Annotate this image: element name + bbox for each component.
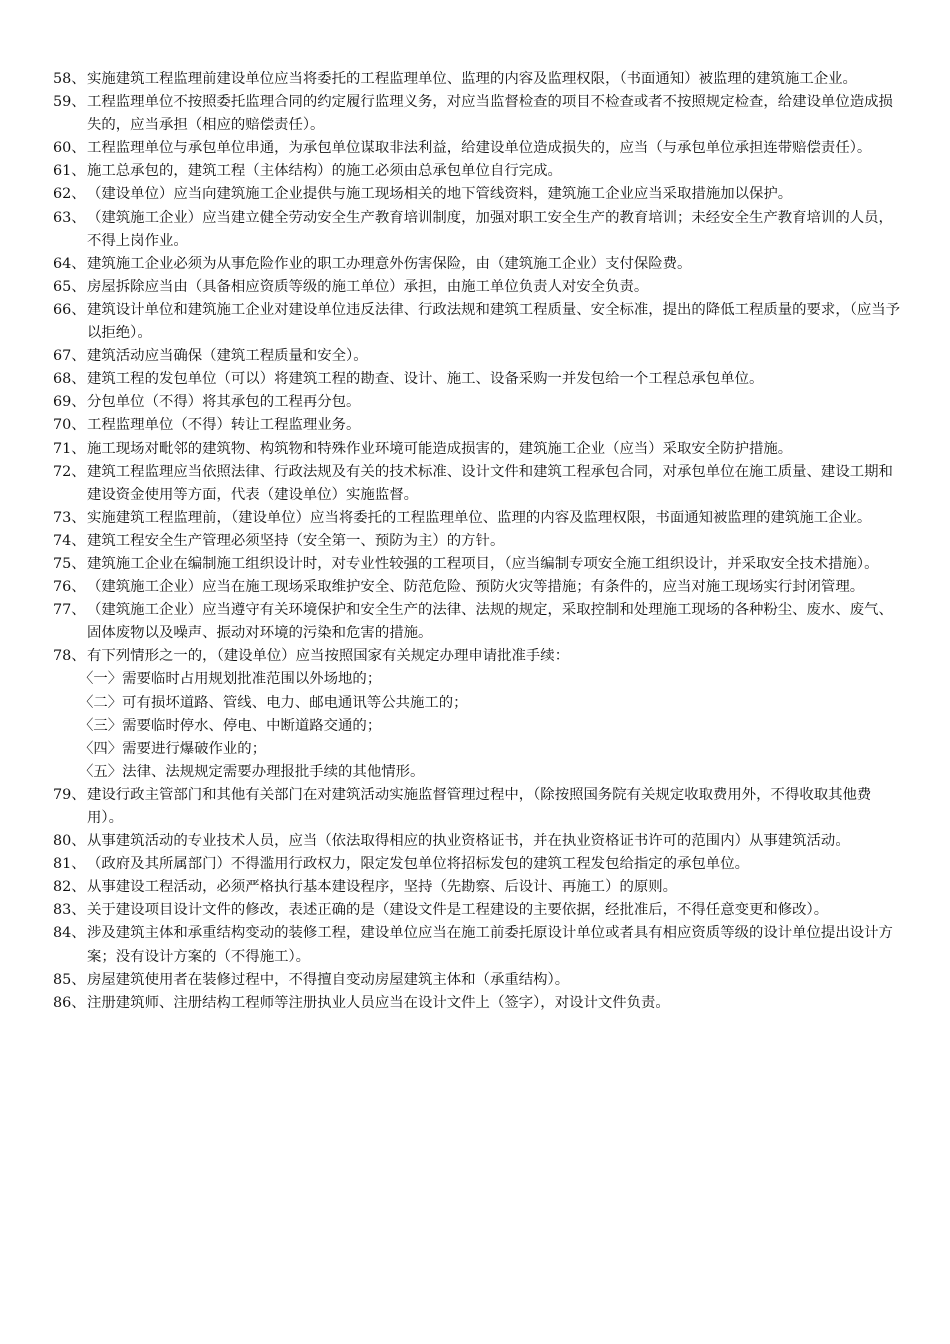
list-item [53,299,901,345]
item-text: 涉及建筑主体和承重结构变动的装修工程，建设单位应当在施工前委托原设计单位或者具有相应资质等级的设计单位提出设计方案；没有设计方案的（不得施工）。 [87,925,893,965]
item-number: 67、 [53,348,86,365]
item-text: （建筑施工企业）应当在施工现场采取维护安全、防范危险、预防火灾等措施；有条件的，应当对施工现场实行封闭管理。 [87,579,865,596]
item-text: 从事建筑活动的专业技术人员，应当（依法取得相应的执业资格证书，并在执业资格证书许可的范围内）从事建筑活动。 [87,833,850,850]
item-number: 80、 [53,833,86,850]
item-number: 78、 [53,648,86,665]
list-item [53,576,901,599]
list-item [53,414,901,437]
list-item [53,922,901,968]
list-item [53,207,901,253]
list-item [53,160,901,183]
list-item [53,599,901,645]
list-item [53,530,901,553]
item-text: 关于建设项目设计文件的修改，表述正确的是（建设文件是工程建设的主要依据，经批准后，不得任意变更和修改）。 [87,902,829,919]
list-item [53,899,901,922]
item-text: 建设行政主管部门和其他有关部门在对建筑活动实施监督管理过程中，（除按照国务院有关规定收取费用外，不得收取其他费用）。 [87,786,872,826]
list-item [53,391,901,414]
sub-item: 〈四〉需要进行爆破作业的； [79,740,267,757]
sub-item: 〈一〉需要临时占用规划批准范围以外场地的； [79,671,382,688]
item-number: 60、 [53,140,86,157]
document-body [53,68,901,1015]
item-number: 63、 [53,209,86,226]
item-text: 房屋拆除应当由（具备相应资质等级的施工单位）承担，由施工单位负责人对安全负责。 [87,278,649,295]
item-text: 建筑工程的发包单位（可以）将建筑工程的勘查、设计、施工、设备采购一并发包给一个工程总承包单位。 [87,371,764,388]
item-number: 61、 [53,163,86,180]
item-text: 从事建设工程活动，必须严格执行基本建设程序，坚持（先勘察、后设计、再施工）的原则。 [87,879,678,896]
list-item [53,853,901,876]
item-number: 83、 [53,902,86,919]
list-item [53,830,901,853]
sub-item: 〈三〉需要临时停水、停电、中断道路交通的； [79,717,382,734]
item-text: （建设单位）应当向建筑施工企业提供与施工现场相关的地下管线资料，建筑施工企业应当采取措施加以保护。 [87,186,793,203]
item-text: 分包单位（不得）将其承包的工程再分包。 [87,394,361,411]
item-number: 85、 [53,971,86,988]
item-text: 建筑施工企业必须为从事危险作业的职工办理意外伤害保险，由（建筑施工企业）支付保险费。 [87,255,692,272]
item-text: （建筑施工企业）应当遵守有关环境保护和安全生产的法律、法规的规定，采取控制和处理施工现场的各种粉尘、废水、废气、固体废物以及噪声、振动对环境的污染和危害的措施。 [87,602,893,642]
item-text: 工程监理单位与承包单位串通，为承包单位谋取非法利益，给建设单位造成损失的，应当（与承包单位承担连带赔偿责任）。 [87,140,872,157]
list-item [53,553,901,576]
item-number: 66、 [53,301,86,318]
item-text: 建筑活动应当确保（建筑工程质量和安全）。 [87,348,368,365]
item-text: 建筑施工企业在编制施工组织设计时，对专业性较强的工程项目，（应当编制专项安全施工组织设计，并采取安全技术措施）。 [87,555,879,572]
item-number: 64、 [53,255,86,272]
item-number: 75、 [53,555,86,572]
item-text: 建筑设计单位和建筑施工企业对建设单位违反法律、行政法规和建筑工程质量、安全标准，提出的降低工程质量的要求，（应当予以拒绝）。 [87,301,901,342]
list-item [53,784,901,830]
item-text: 实施建筑工程监理前，（建设单位）应当将委托的工程监理单位、监理的内容及监理权限，书面通知被监理的建筑施工企业。 [87,509,872,526]
item-number: 71、 [53,440,86,457]
item-number: 62、 [53,186,86,203]
item-text: 施工总承包的，建筑工程（主体结构）的施工必须由总承包单位自行完成。 [87,163,562,180]
item-number: 69、 [53,394,86,411]
item-text: 施工现场对毗邻的建筑物、构筑物和特殊作业环境可能造成损害的，建筑施工企业（应当）采取安全防护措施。 [87,440,793,457]
item-number: 72、 [53,463,86,480]
list-item [53,645,901,668]
item-number: 81、 [53,856,86,873]
item-text: 工程监理单位不按照委托监理合同的约定履行监理义务，对应当监督检查的项目不检查或者不按照规定检查，给建设单位造成损失的，应当承担（相应的赔偿责任）。 [87,94,893,134]
item-number: 86、 [53,994,86,1011]
item-text: （建筑施工企业）应当建立健全劳动安全生产教育培训制度，加强对职工安全生产的教育培训；未经安全生产教育培训的人员，不得上岗作业。 [87,209,893,249]
item-text: 有下列情形之一的，（建设单位）应当按照国家有关规定办理申请批准手续： [87,648,570,665]
list-item [53,91,901,137]
item-number: 65、 [53,278,86,295]
item-number: 82、 [53,879,86,896]
list-item [53,461,901,507]
item-number: 74、 [53,532,86,549]
list-item [53,368,901,391]
list-item [53,137,901,160]
item-text: 工程监理单位（不得）转让工程监理业务。 [87,417,361,434]
item-number: 73、 [53,509,86,526]
list-item [53,183,901,206]
item-text: （政府及其所属部门）不得滥用行政权力，限定发包单位将招标发包的建筑工程发包给指定的承包单位。 [87,856,749,873]
list-item [53,68,901,91]
list-item [53,345,901,368]
list-item [53,969,901,992]
item-number: 59、 [53,94,86,111]
item-number: 79、 [53,786,86,803]
item-text: 注册建筑师、注册结构工程师等注册执业人员应当在设计文件上（签字），对设计文件负责。 [87,994,670,1011]
list-item [53,876,901,899]
sub-item: 〈二〉可有损坏道路、管线、电力、邮电通讯等公共施工的； [79,694,468,711]
sub-item: 〈五〉法律、法规规定需要办理报批手续的其他情形。 [79,763,425,780]
list-item [53,438,901,461]
item-number: 84、 [53,925,86,942]
list-item [53,992,901,1015]
item-text: 建筑工程安全生产管理必须坚持（安全第一、预防为主）的方针。 [87,532,505,549]
item-number: 70、 [53,417,86,434]
item-number: 68、 [53,371,86,388]
item-number: 58、 [53,71,86,87]
list-item [53,253,901,276]
list-item [53,276,901,299]
item-text: 实施建筑工程监理前建设单位应当将委托的工程监理单位、监理的内容及监理权限，（书面通知）被监理的建筑施工企业。 [87,71,857,87]
item-number: 76、 [53,579,86,596]
list-item [53,507,901,530]
item-text: 房屋建筑使用者在装修过程中，不得擅自变动房屋建筑主体和（承重结构）。 [87,971,570,988]
item-text: 建筑工程监理应当依照法律、行政法规及有关的技术标准、设计文件和建筑工程承包合同，对承包单位在施工质量、建设工期和建设资金使用等方面，代表（建设单位）实施监督。 [87,463,893,503]
item-number: 77、 [53,602,86,619]
